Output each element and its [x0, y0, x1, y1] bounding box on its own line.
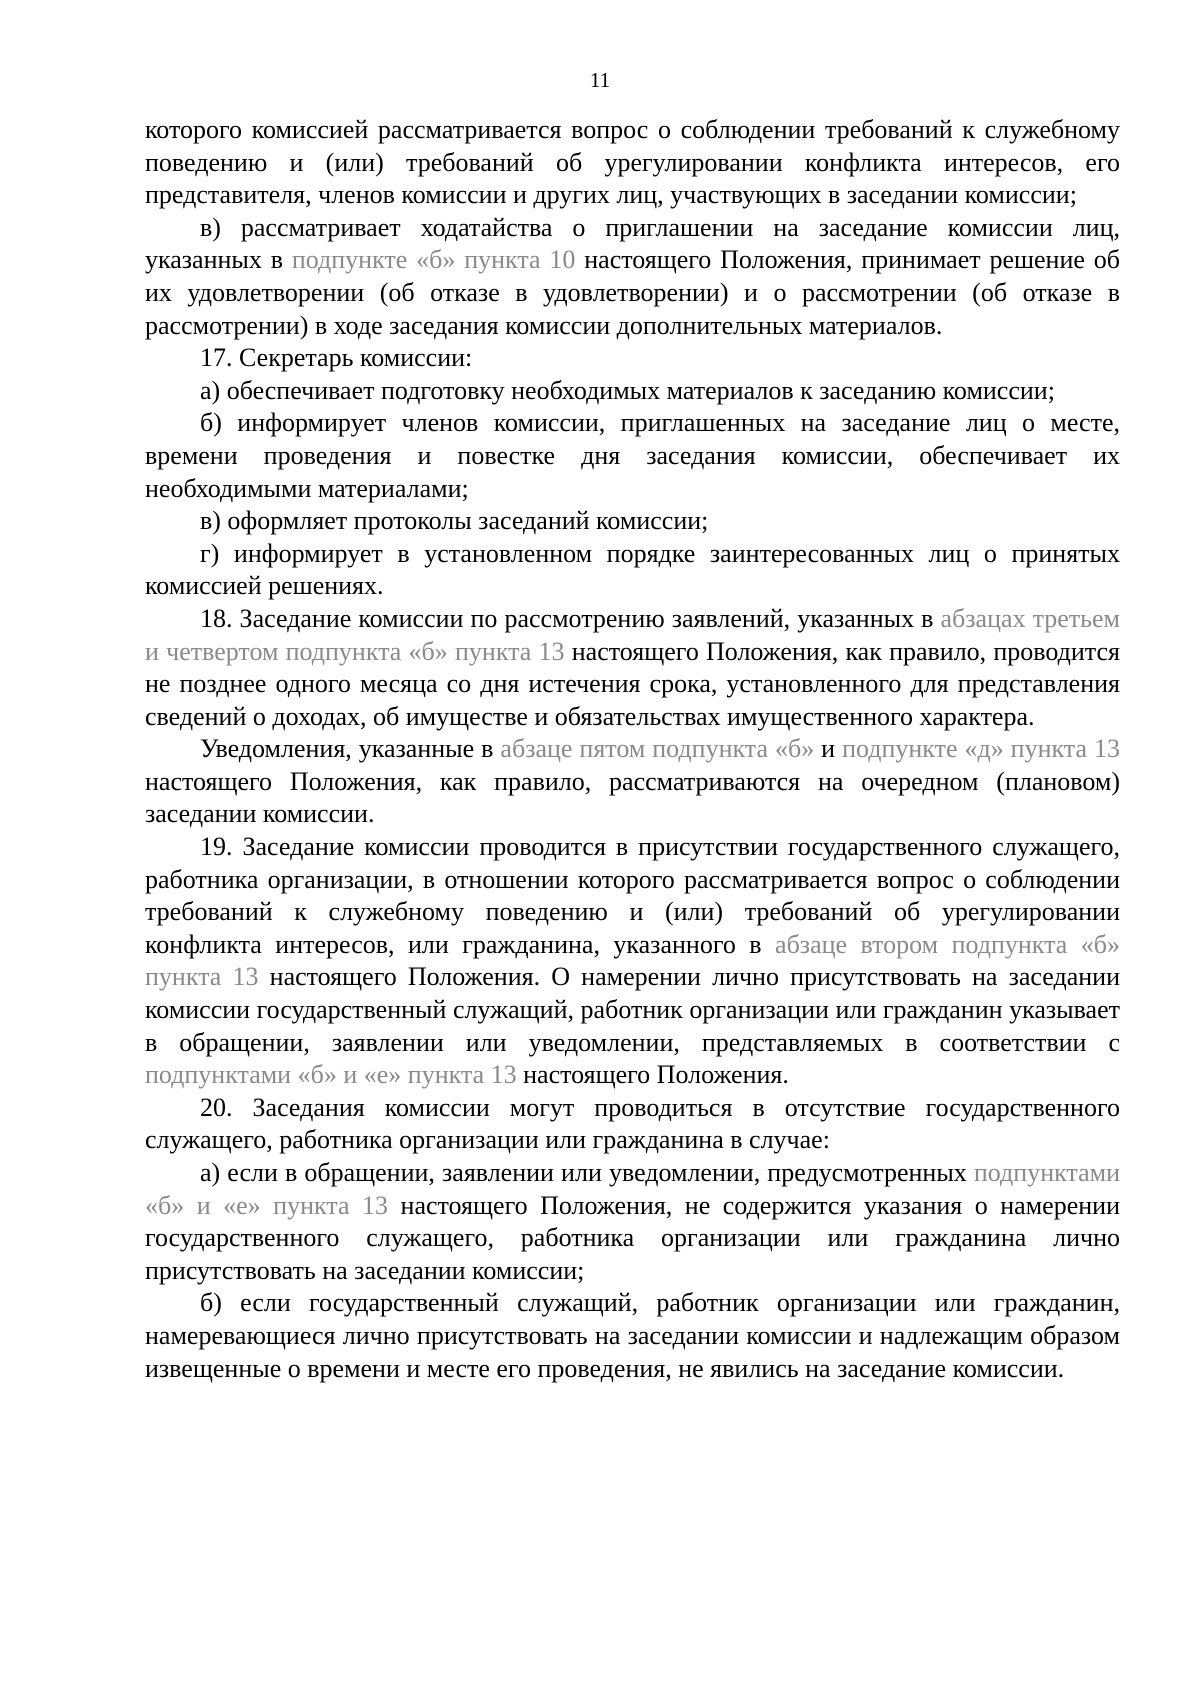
paragraph-text: которого комиссией рассматривается вопрос о соблюдении требований к служебному поведению и (или) требований об урегулировании конфликта интересов, его представителя, членов комиссии и других лиц, участвующих в заседании комиссии; — [145, 115, 1120, 210]
cross-reference-link[interactable]: подпунктами «б» и «е» пункта 13 — [145, 1060, 517, 1090]
paragraph — [145, 407, 1120, 505]
paragraph-text: г) информирует в установленном порядке заинтересованных лиц о принятых комиссией решениях. — [145, 538, 1120, 601]
paragraph — [145, 212, 1120, 342]
cross-reference-link[interactable]: подпунктами «б» и «е» пункта 13 — [145, 1158, 1120, 1220]
cross-reference-link[interactable]: подпункте «б» пункта 10 — [291, 245, 576, 275]
paragraph-text: Уведомления, указанные в — [200, 734, 501, 764]
paragraph-text: настоящего Положения. О намерении лично присутствовать на заседании комиссии государственный служащий, работник организации или гражданин указывает в обращении, заявлении или уведомлении, представляемых в соответствии с — [145, 962, 1120, 1057]
paragraph-text: а) обеспечивает подготовку необходимых материалов к заседанию комиссии; — [200, 375, 1055, 405]
paragraph-text: в) рассматривает ходатайства о приглашении на заседание комиссии лиц, указанных в — [145, 212, 1120, 275]
paragraph-text: 17. Секретарь комиссии: — [200, 343, 473, 373]
paragraph — [145, 505, 1120, 538]
paragraph-text: и — [814, 734, 843, 764]
paragraph-text: настоящего Положения, принимает решение об их удовлетворении (об отказе в удовлетворении) и о рассмотрении (об отказе в рассмотрении) в ходе заседания комиссии дополнительных материалов. — [145, 245, 1120, 340]
paragraph-text: 18. Заседание комиссии по рассмотрению заявлений, указанных в — [200, 603, 941, 633]
paragraph-text: 19. Заседание комиссии проводится в присутствии государственного служащего, работника организации, в отношении которого рассматривается вопрос о соблюдении требований к служебному поведению и (или) требований об урегулировании конфликта интересов, или гражданина, указанного в — [145, 832, 1120, 959]
paragraph-text: в) оформляет протоколы заседаний комиссии; — [200, 506, 709, 536]
paragraph — [145, 375, 1120, 408]
paragraph-text: настоящего Положения. — [516, 1060, 789, 1090]
paragraph — [145, 603, 1120, 733]
cross-reference-link[interactable]: абзацах третьем и четвертом подпункта «б» пункта 13 — [145, 603, 1120, 666]
page-number: 11 — [589, 68, 611, 92]
paragraph — [145, 342, 1120, 375]
paragraph — [145, 733, 1120, 831]
paragraph-text: 20. Заседания комиссии могут проводиться в отсутствие государственного служащего, работника организации или гражданина в случае: — [145, 1092, 1120, 1155]
document-body — [145, 114, 1120, 1385]
paragraph — [145, 831, 1120, 1092]
paragraph — [145, 1157, 1120, 1287]
paragraph-text: настоящего Положения, как правило, рассматриваются на очередном (плановом) заседании комиссии. — [145, 766, 1120, 829]
paragraph-text: б) информирует членов комиссии, приглашенных на заседание лиц о месте, времени проведения и повестке дня заседания комиссии, обеспечивает их необходимыми материалами; — [145, 408, 1120, 503]
paragraph-text: настоящего Положения, как правило, проводится не позднее одного месяца со дня истечения срока, установленного для представления сведений о доходах, об имуществе и обязательствах имущественного характера. — [145, 636, 1120, 731]
paragraph-text: б) если государственный служащий, работник организации или гражданин, намеревающиеся лично присутствовать на заседании комиссии и надлежащим образом извещенные о времени и месте его проведения, не явились на заседание комиссии. — [145, 1288, 1120, 1383]
cross-reference-link[interactable]: абзаце втором подпункта «б» пункта 13 — [145, 929, 1120, 992]
paragraph — [145, 114, 1120, 212]
paragraph — [145, 1287, 1120, 1385]
paragraph — [145, 538, 1120, 603]
cross-reference-link[interactable]: подпункте «д» пункта 13 — [842, 734, 1120, 764]
paragraph-text: настоящего Положения, не содержится указания о намерении государственного служащего, работника организации или гражданина лично присутствовать на заседании комиссии; — [145, 1190, 1120, 1285]
cross-reference-link[interactable]: абзаце пятом подпункта «б» — [500, 734, 815, 764]
paragraph-text: а) если в обращении, заявлении или уведомлении, предусмотренных — [200, 1158, 974, 1187]
paragraph — [145, 1092, 1120, 1157]
